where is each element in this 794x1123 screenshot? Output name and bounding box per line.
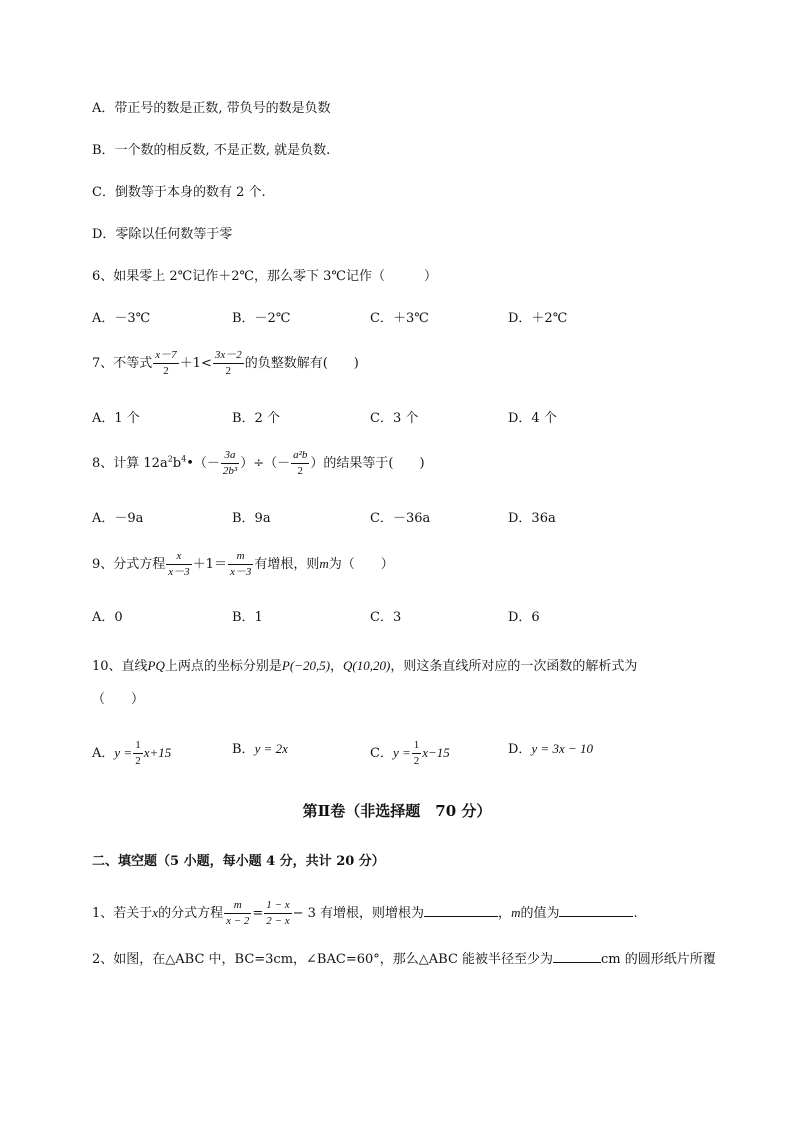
q9-f1-numerator: x — [166, 551, 191, 565]
q9-prefix: 9、分式方程 — [92, 557, 166, 572]
q9-option-b: B．1 — [232, 610, 263, 625]
q10-option-a — [92, 740, 171, 767]
q8-stem — [92, 450, 425, 477]
q8-mid1: •（－ — [186, 456, 220, 471]
q10-option-a-den: 2 — [135, 755, 141, 767]
fill1-prefix: 1、若关于 — [92, 906, 153, 921]
q8-suffix: ）的结果等于( ) — [310, 456, 425, 471]
q6-stem: 6、如果零上 2℃记作＋2℃，那么零下 3℃记作（ ） — [92, 269, 437, 284]
q5-option-c: C．倒数等于本身的数有 2 个. — [92, 185, 266, 200]
fill1-f2-numerator: 1 − x — [264, 900, 291, 914]
fill2-text: 2、如图，在△ABC 中，BC=3cm，∠BAC=60°，那么△ABC 能被半径至少为 — [92, 952, 554, 967]
q7-f1-denominator: 2 — [163, 365, 169, 377]
q8-exp-b: 4 — [181, 454, 187, 464]
fill1-end: . — [633, 906, 638, 921]
q8-option-d: D．36a — [508, 511, 556, 526]
fill1-f2-denominator: 2 − x — [266, 915, 290, 927]
fill1-blank-m[interactable] — [559, 904, 633, 917]
q10-text-b: 上两点的坐标分别是 — [164, 659, 282, 674]
q10-option-a-num: 1 — [133, 740, 143, 754]
q10-option-c-den: 2 — [413, 755, 420, 767]
q10-point-q: Q(10,20) — [343, 658, 391, 673]
q6-option-d: D．＋2℃ — [508, 311, 568, 326]
q7-suffix: 的负整数解有( ) — [244, 356, 359, 371]
q8-f1-numerator: 3a — [221, 450, 239, 464]
q10-text-c: ，则这条直线所对应的一次函数的解析式为 — [390, 659, 638, 674]
q5-option-d: D．零除以任何数等于零 — [92, 227, 233, 242]
fill1-var-m: m — [511, 905, 521, 920]
q7-f1-numerator: x－7 — [153, 350, 178, 364]
q10-option-b — [232, 740, 288, 759]
q8-exp-a: 2 — [167, 454, 173, 464]
fill1-mid: 的分式方程 — [158, 906, 224, 921]
q8-prefix: 8、计算 12a — [92, 456, 168, 471]
q7-stem — [92, 350, 359, 377]
fill1-after: − 3 有增根，则增根为 — [292, 906, 425, 921]
q9-fraction-2 — [228, 551, 253, 578]
q10-option-c-rhs: x−15 — [422, 745, 450, 760]
q9-f2-denominator: x－3 — [229, 566, 252, 578]
q9-stem — [92, 551, 394, 578]
section-subtitle: 二、填空题（5 小题，每小题 4 分，共计 20 分） — [92, 854, 385, 869]
q7-option-c: C．3 个 — [370, 411, 419, 426]
q7-fraction-1 — [153, 350, 178, 377]
q8-fraction-2 — [291, 450, 309, 477]
q7-f2-numerator: 3x－2 — [213, 350, 244, 364]
q9-f2-numerator: m — [228, 551, 253, 565]
q6-option-a: A．－3℃ — [92, 311, 151, 326]
q7-option-d: D．4 个 — [508, 411, 557, 426]
fill1-fraction-2 — [264, 900, 291, 927]
fill2-tail: cm 的圆形纸片所覆 — [601, 952, 716, 967]
q10-pq: PQ — [147, 658, 165, 673]
q5-option-a: A．带正号的数是正数, 带负号的数是负数 — [92, 101, 331, 116]
fill1-stem — [92, 900, 638, 927]
q8-option-b: B．9a — [232, 511, 271, 526]
q10-option-a-lhs: y = — [114, 745, 133, 760]
q9-option-a: A．0 — [92, 610, 123, 625]
q9-mid: ＋1＝ — [192, 557, 227, 572]
fill2-stem — [92, 950, 716, 969]
fill2-blank-radius[interactable] — [553, 950, 601, 963]
q10-option-c-fraction — [412, 740, 422, 767]
q7-prefix: 7、不等式 — [92, 356, 153, 371]
q7-fraction-2 — [213, 350, 244, 377]
q10-sep: ， — [330, 659, 344, 674]
fill1-blank-root[interactable] — [424, 904, 498, 917]
q10-option-c-lhs: y = — [392, 745, 411, 760]
fill1-tail: 的值为 — [520, 906, 560, 921]
q10-option-d-label: D． — [508, 742, 532, 757]
q10-stem — [92, 657, 637, 676]
fill1-fraction-1 — [224, 900, 251, 927]
q10-paren: （ ） — [92, 692, 145, 707]
q10-text-a: 10、直线 — [92, 659, 148, 674]
q10-option-d-expr: y = 3x − 10 — [531, 741, 594, 756]
q10-option-a-fraction — [133, 740, 143, 767]
q8-fraction-1 — [221, 450, 239, 477]
q9-var-m: m — [319, 556, 329, 571]
fill1-blank-sep: ， — [498, 906, 512, 921]
fill1-var-x: x — [152, 905, 159, 920]
q10-option-b-expr: y = 2x — [254, 741, 288, 756]
q10-option-c-label: C． — [370, 746, 393, 761]
q8-mid2: ）÷（－ — [240, 456, 291, 471]
section-title: 第Ⅱ卷（非选择题 70 分） — [302, 802, 492, 820]
q6-option-b: B．－2℃ — [232, 311, 291, 326]
q5-option-b: B．一个数的相反数, 不是正数, 就是负数. — [92, 143, 331, 158]
q7-mid: ＋1< — [179, 356, 212, 371]
fill1-f1-numerator: m — [224, 900, 251, 914]
q10-option-c-num: 1 — [412, 740, 422, 754]
q8-f2-numerator: a²b — [291, 450, 309, 464]
q9-suffix-b: 为（ ） — [328, 557, 394, 572]
q9-fraction-1 — [166, 551, 191, 578]
q9-option-c: C．3 — [370, 610, 402, 625]
q9-f1-denominator: x－3 — [168, 566, 190, 578]
q9-option-d: D．6 — [508, 610, 540, 625]
q10-option-c — [370, 740, 450, 767]
q10-option-a-label: A． — [92, 746, 115, 761]
q10-option-b-label: B． — [232, 742, 255, 757]
q10-option-a-rhs: x+15 — [143, 745, 172, 760]
fill1-eq: = — [252, 906, 264, 921]
q7-option-b: B．2 个 — [232, 411, 280, 426]
q8-b: b — [172, 456, 182, 471]
q10-point-p: P(−20,5) — [281, 658, 331, 673]
q8-option-a: A．－9a — [92, 511, 144, 526]
q8-f1-denominator: 2b³ — [222, 465, 238, 477]
q7-f2-denominator: 2 — [225, 365, 232, 377]
fill1-f1-denominator: x − 2 — [226, 915, 250, 927]
q8-option-c: C．－36a — [370, 511, 431, 526]
q10-option-d — [508, 740, 593, 759]
q7-option-a: A．1 个 — [92, 411, 140, 426]
q9-suffix-a: 有增根，则 — [254, 557, 320, 572]
q6-option-c: C．＋3℃ — [370, 311, 429, 326]
q8-f2-denominator: 2 — [297, 465, 304, 477]
